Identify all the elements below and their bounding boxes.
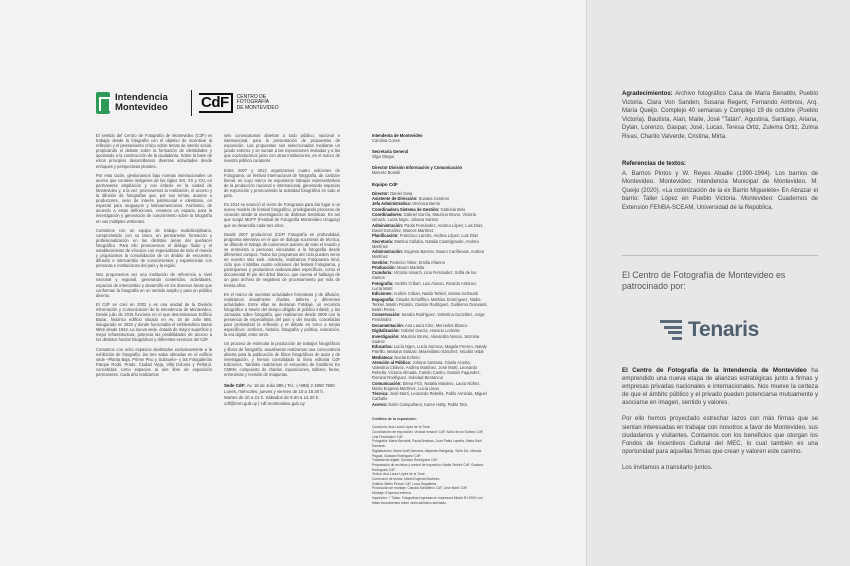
cdf-logo	[191, 90, 297, 116]
paragraph: Contamos con ocho espacios destinados exclusivamente a la exhibición de fotografía: las tres salas ubicadas en el edificio sede –Planta Baja, Primer Piso y Subsuelo– y las Fotogalerías Parque Rodó, Prado, Ciudad Vieja, Villa Dolores y Peñarol, concebidas como espacios al aire libre de exposición permanente. Cada año realizamos	[96, 346, 212, 378]
intendencia-logo-icon	[96, 92, 110, 114]
credit-line: Corrección de textos: María Eugenia Martínez.	[372, 477, 441, 482]
team-row: Secretaría: Martina Callaba, Natalia Castelgrande, Andrea Martínez	[372, 238, 479, 249]
paragraph: El CdF se creó en 2002 y es una unidad de la División Información y Comunicación de la Intendencia de Montevideo. Desde julio de 2015 funciona en el que denominamos Edificio Bazar, histórico edificio situado en Av. 18 de Julio 885, inaugurado en 2932 y donde funcionaba el emblemático Bazar Mitre desde 1943. La nueva sede, dotada de mayor superficie y mejor infraestructura, potencia las posibilidades de acceso a los distintos fondos fotográficos y diferentes servicios del CdF.	[96, 301, 212, 343]
divider	[622, 255, 818, 256]
sponsorship-text	[622, 367, 818, 480]
intendencia-logo-text: Intendencia Montevideo	[115, 92, 168, 113]
credit-line: Digitalización: María Noël Samarra, Alejandro Barigalup, Sofía Diz, Manola Pagola, Gustavo Rodríguez/ CdF.	[372, 448, 482, 458]
paragraph: El Centro de Fotografía de la Intendencia de Montevideo ha emprendido una nueva etapa de alianzas estratégicas junto a firmas y empresas privadas nacionales e internacionales. Nos mueve la certeza de que el ámbito público y el privado pueden potenciarse mutuamente y asociarse en imagen, sentido y valores.	[622, 367, 818, 407]
team-row: Acervo: Darío Campañano, Karen Hatty, Pablo Tato	[372, 401, 467, 407]
credit-line: Gráfica: Belén Perna/ CdF, Lucía Segalerba.	[372, 481, 438, 486]
text-references: Referencias de textos: A. Barrios Pintos y W. Reyes Abadie (1990-1994). Los barrios de Montevideo. Montevideo: Intendencia Municipal de Montevideo. M. Queijo (2020). «La colonización de la ex Barrio Miguelete» En Abrazar el barrio: Taller López en Pueblo Victoria. Montevideo: Cuadernos de Extensión FENBA-SCEAM, Universidad de la República.	[622, 161, 818, 211]
team-list	[372, 191, 488, 407]
acknowledgements: Agradecimientos: Archivo fotográfico Casa de María Benabbi, Pueblo Victoria. Clara Von Sanden, Susana Regent, Fernando Ambrosi, Arq. María Queijo. Complejo 40 semanas y Complejo 19 de octubre (Pueblo Victoria). Bautista, Alan, Maite, José "Tatán", Agustina, Santiago, Ariana, Dylan, Lorenzo, Gaspar, José, Lucas, Teresa Ortiz, Zulema Ortiz, Zulma Rivas, Charito Valverde, Cristina, Mirta.	[622, 91, 818, 140]
team-row: Técnica: José Martí, Leonardo Rebella, Pablo Arminda, Miguel Carballo	[372, 391, 487, 402]
tenaris-logo: Tenaris	[660, 318, 759, 342]
paragraph: Nos proponemos ser una institución de referencia a nivel nacional y regional, generando contenidos, actividades, espacios de intercambio y desarrollo en los diversos áreas que conforman la fotografía en un sentido amplio y para un público diverso.	[96, 272, 212, 298]
exhibition-credits: Créditos de la exposición: Curaduría: Ana Laura López de la Torre. Coordinación de exposición: Victoria Ismach/ CdF, Sofía de los Santos/ CdF, Lina Fernández/ CdF. Fotografía: María Benabbi, Paola Bresbau, Juan Pablo Lapeña, Maria Noël Samarra. Digitalización: María Noël Samarra, Alejandro Barigalup, Sofía Diz, Manola Pagola, Gustavo Rodríguez/ CdF. Tratamiento digital: Gustavo Rodríguez/ CdF. Preparación de archivos y control de impresión: Nadia Terkiel/ CdF, Gustavo Rodríguez/ CdF. Textos: Ana Laura López de la Torre. Corrección de textos: María Eugenia Martínez. Gráfica: Belén Perna/ CdF, Lucía Segalerba. Producción de montaje: Claudia Schiaffino/ CdF, José Martí/ CdF. Montaje: Empresa externa. Impresión: + Tintas. Fotografías impresas en impresora Mutoh RJ-900X con tintas ecosolventes sobre vinilo adhesivo laminado.	[372, 417, 488, 506]
team-row: Digitalización: Gabriel García, Horacio Loriente	[372, 328, 460, 334]
team-row: Coordinadores: Gabriel García, Mauricio Bruno, Victoria Ismach, Lucía Nigro, Johana Santos	[372, 212, 476, 223]
team-row: Planificación: Francisco Landro, Andrea López, Luis Díaz	[372, 233, 479, 239]
team-row: Administración: Eugenia Barreto, Mauro Caríñenais, Andrea Martínez	[372, 249, 484, 260]
team-row: Asistente de Dirección: Susana Centeno	[372, 196, 450, 202]
team-title: Equipo CdF	[372, 181, 398, 187]
team-row: Administración: Paola Fernández, Andrea López, Luis Díaz, David González, Marcos Martínez	[372, 222, 484, 233]
team-row: Coordinadora Sistema de Gestión: Gabriela Belo	[372, 206, 466, 212]
cdf-logo-mark: CdF	[199, 93, 233, 113]
authority-block: Secretaria General Olga Otegui	[372, 149, 409, 160]
paragraph: Por esta razón, gestionamos bajo normas internacionales un acervo que contiene imágenes de los siglos XIX, XX y XXI, en permanente ampliación y con énfasis en la ciudad de Montevideo y, a la vez, promovemos la realización, el acceso y la difusión de fotografías que, por sus temas, autores o productores, sean de interés patrimonial e identitario, en especial para uruguayos y latinoamericanos. Asimismo, de acuerdo a estas definiciones, creamos un espacio para la investigación y generación de conocimiento sobre la fotografía en sus múltiples vertientes.	[96, 172, 212, 224]
intendencia-logo	[96, 90, 178, 116]
team-row: Investigación: Mauricio Bruno, Alexandra Novoa, Jazmina Suárez	[372, 333, 480, 344]
paragraph: Entre 2007 y 2013 organizamos cuatro ediciones de Fotograma, un festival internacional de fotografía, de carácter bienal, en cuyo marco se expusieron trabajos representativos de la producción nacional e internacional, generando espacios de exposición y promoviendo la actividad fotográfica en todo el país.	[224, 167, 340, 199]
paragraph: seis convocatorias abiertas a todo público, nacional e internacional, para la presentación de propuestas de exposición. Las propuestas son seleccionadas mediante un jurado externo y se suman a las exposiciones invitadas y a las que coproducimos junto con otras instituciones, en el marco de nuestra política curatorial.	[224, 133, 340, 164]
authority-block: Intendenta de Montevideo Carolina Cosse	[372, 133, 423, 144]
credit-line: Tratamiento digital: Gustavo Rodríguez/ CdF.	[372, 458, 438, 463]
paragraph: Un proceso de estimular la producción de trabajos fotográficos y libros de fotografía, anualmente realizamos una convocatoria abierta para la publicación de libros fotográficos de autor y de investigación, y hemos consolidado la línea editorial CdF Ediciones. También realizamos el encuentro de fotolibros En CMMV, compuesto de charlas, exposiciones, talleres, ferias, entrevistas y revisión de maquetas.	[224, 341, 340, 378]
team-row: Gestión: Federico Toker, Emilia Añanno	[372, 259, 445, 265]
credit-line: Producción de montaje: Claudia Schiaffino/ CdF, José Martí/ CdF.	[372, 486, 468, 491]
credit-line: Montaje: Empresa externa.	[372, 491, 412, 496]
credit-line: Textos: Ana Laura López de la Torre.	[372, 472, 426, 477]
team-row: Atención al Público: Johana Santana, Gisela Acosta, Valentina Chávez, Andrea Martínez, José Martí, Leonardo Rebella, Victoria Almada, Camilo Castro, Gastón Fagundez, Romina Rodríguez, Soledad Bentancur	[372, 359, 481, 381]
about-column-1	[96, 133, 212, 381]
address-block: Sede CdF: Av. 18 de Julio 885 | Tel.: (+598) 2 1950 7960 Lunes, miércoles, jueves y viernes de 10 a 19.30 h. Martes de 10 a 21 h. Sábados de 9.30 a 14.30 h. cdf@imm.gub.uy | cdf.montevideo.gub.uy	[224, 383, 340, 406]
team-row: Fotografía: Andrés Cribari, Luis Alonso, Ricardo Antúnez, Lucía Martí	[372, 280, 478, 291]
staff-column	[372, 133, 488, 505]
team-row: Documentación: Ana Laura Cirio, Mercedes Blanco	[372, 322, 468, 328]
paragraph: Los invitamos a transitarlo juntos.	[622, 463, 713, 471]
paragraph: En 2014 se anunció el cierre de Fotograma para dar lugar a un nuevo modelo de festival fotográfico, privilegiando procesos de creación desde la investigación de distintas temáticas. Es así que surgió MUFF (Festival de Fotografía Montevideo Uruguay) que se desarrolla cada tres años.	[224, 202, 340, 228]
tenaris-logo-icon	[660, 320, 682, 340]
team-row: Producción: Mauro Martella	[372, 264, 425, 270]
team-row: Ediciones: Andrés Cribari, Nadia Terkiel, Vanina Inchausti	[372, 291, 478, 297]
paragraph: Contamos con un equipo de trabajo multidisciplinario, comprometido con su tarea, en permanente formación y profesionalización en las distintas áreas del quehacer fotográfico. Para ello promovemos el diálogo fluido y el establecimiento de vínculos con especialistas de todo el mundo y propiciamos la consolidación de un ámbito de encuentro, difusión e intercambio de conocimientos y experiencias con personas e instituciones del país y la región.	[96, 227, 212, 269]
credit-line: Coordinación de exposición: Victoria Ismach/ CdF, Sofía de los Santos/ CdF, Lina Fernández/ CdF.	[372, 430, 484, 439]
team-row: Curaduría: Victoria Ismach, Lina Fernández, Sofía de los Santos	[372, 270, 477, 281]
credit-line: Fotografía: María Benabbi, Paola Bresbau, Juan Pablo Lapeña, Maria Noël Samarra.	[372, 439, 482, 449]
cdf-logo-text: CENTRO DE FOTOGRAFÍA DE MONTEVIDEO	[236, 93, 279, 111]
team-row: Jefa Administrativa: Verónica Berrie	[372, 201, 441, 207]
team-row: Espografía: Claudia Schiaffino, Mathías Domínguez, Nadia Terkiel, Martín Picardo, Gastón Rodríguez, Guillermo Giansanti, Belén Perna	[372, 296, 488, 312]
sponsor-heading: El Centro de Fotografía de Montevideo es patrocinado por:	[622, 270, 786, 291]
about-column-2	[224, 133, 340, 406]
logo-separator	[191, 90, 192, 116]
authority-block: Director División Información y Comunicación Marcelo Bonelli	[372, 165, 463, 176]
contact-links[interactable]: cdf@imm.gub.uy | cdf.montevideo.gub.uy	[224, 400, 305, 406]
paragraph: En el marco de nuestras actividades formativas y de difusión, realizamos anualmente charlas, talleres y diferentes actividades. Entre ellas se destacan Fotolaje, un recorrido fotográfico a través del tiempo dirigido al público infantil, y las Jornadas sobre fotografía, que realizamos desde 2009 con la presencia de especialistas del país y del mundo, concebidas para profundizar la reflexión y el debate en torno a temas específicos: archivos, historia, fotografía y política, educación, la era digital, entre otros.	[224, 291, 340, 338]
credit-line: Preparación de archivos y control de impresión: Nadia Terkiel/ CdF, Gustavo Rodríguez/ CdF.	[372, 462, 484, 472]
paragraph: Por ello hemos proyectado estrechar lazos con más firmas que se sientan interesadas en trabajar con nosotros a favor de Montevideo, sus ciudadanos y visitantes. Contamos con los beneficios que otorgan los Fondos de Incentivos Cultural del MEC, lo cual también es una oportunidad para aquellas firmas que crean y valoren este camino.	[622, 415, 818, 455]
credit-line: Impresión: + Tintas. Fotografías impresas en impresora Mutoh RJ-900X con tintas ecosolventes sobre vinilo adhesivo laminado.	[372, 495, 483, 505]
team-row: Educativa: Lucía Nigro, Lucía Surroca, Magela Ferrero, Nataly Parrillo, Mariana Salazar, Maximiliano Sánchez, Nicolás Vidal	[372, 344, 487, 355]
team-row: Mediateca: Noelia Echeto	[372, 354, 420, 360]
team-row: Director: Daniel Sosa	[372, 190, 413, 196]
team-row: Comunicación: Elena Frizi, Natalia Mardero, Laura Núñez, María Eugenia Martínez, Lucía Llano	[372, 380, 481, 391]
team-row: Conservación: Sandra Rodríguez, Valentina González, Jorge Fernández	[372, 312, 485, 323]
paragraph: Desde 2007 producimos jCDF! Fotografía en profundidad, programa televisivo en el que se dialoga sucesivas de técnica, se difunde el trabajo de numerosos autores de todo el mundo y se entrevista a personas vinculadas a la fotografía desde diferentes campos. Todos los programas del ciclo pueden verse en nuestro sitio web. Además, realizamos Fotopuesta kmd, ciclo que n´abrillas cuatro ediciones del festival Fotograma, y participamos y producimos audiovisuales específicos, como el documental El pie del árbol blanco, que cuenta el hallazgo de un gran archivo de negativos de procesamiento por más de treinta años.	[224, 231, 340, 288]
credit-line: Curaduría: Ana Laura López de la Torre.	[372, 425, 431, 430]
paragraph: El sentido del Centro de Fotografía de Montevideo (CdF) es trabajar desde la fotografía con el objetivo de incentivar la reflexión y el pensamiento crítico sobre temas de interés social, propiciando el debate sobre la formación de identidades y aportando a la construcción de la ciudadanía. Sobre la base de estos principios desarrollamos diversas actividades desde enfoques y perspectivas plurales.	[96, 133, 212, 169]
